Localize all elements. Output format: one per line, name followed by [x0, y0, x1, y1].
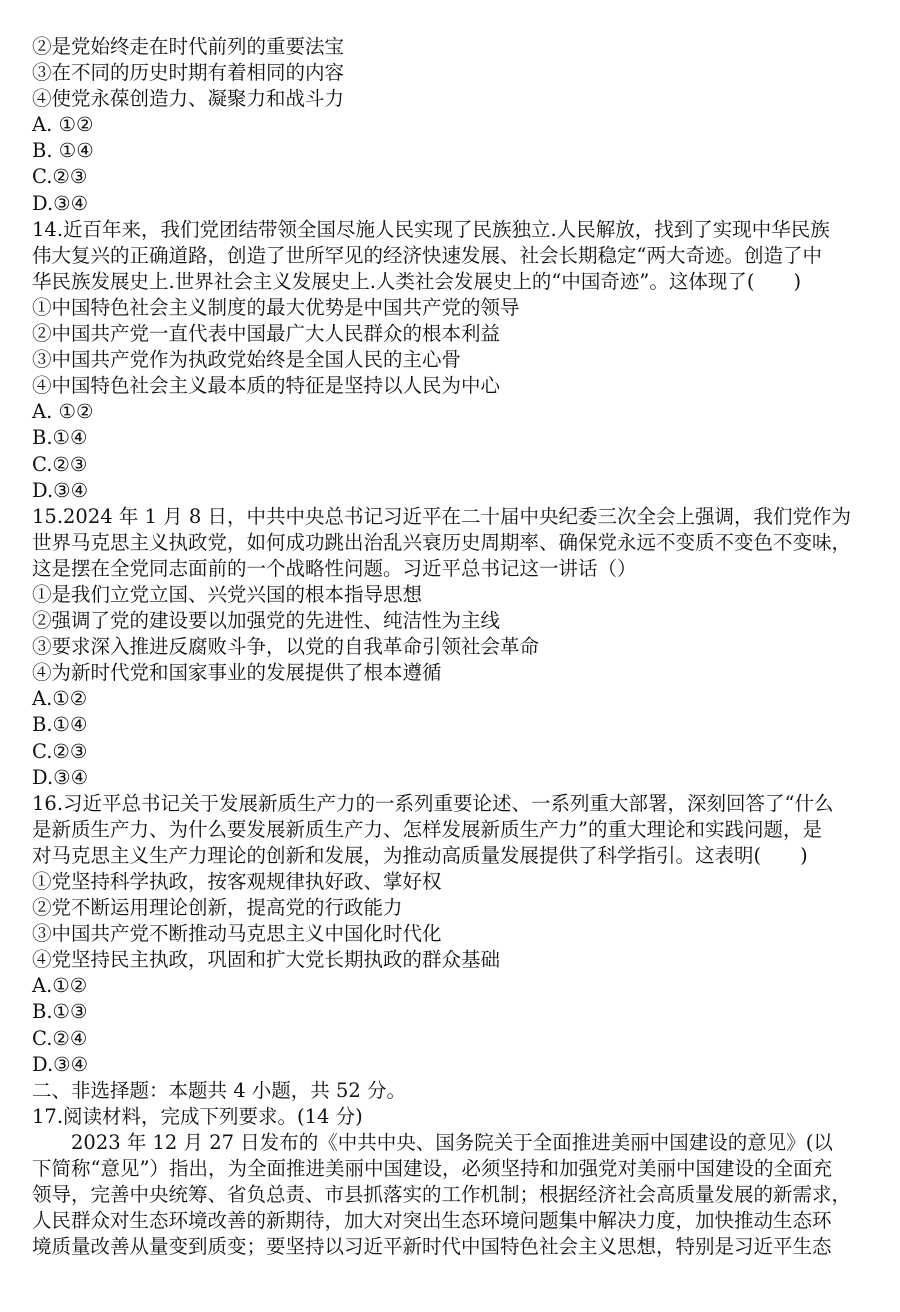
q15-option-b: B.①④ [32, 713, 88, 737]
option-d: D.③④ [32, 191, 89, 215]
q15-line-1: 15.2024 年 1 月 8 日，中共中央总书记习近平在二十届中央纪委三次全会上强调，我们党作为 [32, 504, 851, 528]
q14-option-d: D.③④ [32, 478, 89, 502]
prev-item-3: ③在不同的历史时期有着相同的内容 [32, 61, 345, 85]
q14-option-b: B.①④ [32, 426, 88, 450]
q17-material-line-4: 人民群众对生态环境改善的新期待，加大对突出生态环境问题集中解决力度，加快推动生态环 [32, 1209, 832, 1233]
q15-item-2: ②强调了党的建设要以加强党的先进性、纯洁性为主线 [32, 609, 501, 633]
section-heading-non-choice: 二、非选择题：本题共 4 小题，共 52 分。 [32, 1078, 407, 1102]
q15-line-2: 世界马克思主义执政党，如何成功跳出治乱兴衰历史周期率、确保党永远不变质不变色不变味， [32, 530, 852, 554]
q15-option-a: A.①② [32, 687, 88, 711]
q14-item-4: ④中国特色社会主义最本质的特征是坚持以人民为中心 [32, 374, 501, 398]
q14-line-3: 华民族发展史上.世界社会主义发展史上.人类社会发展史上的“中国奇迹”。这体现了( ) [32, 269, 802, 293]
q16-option-a: A.①② [32, 974, 88, 998]
q16-line-2: 是新质生产力、为什么要发展新质生产力、怎样发展新质生产力”的重大理论和实践问题，是 [32, 817, 822, 841]
q14-option-c: C.②③ [32, 452, 88, 476]
prev-item-2: ②是党始终走在时代前列的重要法宝 [32, 35, 345, 58]
q15-option-d: D.③④ [32, 765, 89, 789]
q15-option-c: C.②③ [32, 739, 88, 763]
option-b: B. ①④ [32, 139, 94, 163]
q16-option-c: C.②④ [32, 1026, 88, 1050]
question-17 [32, 1104, 860, 1261]
q15-line-3: 这是摆在全党同志面前的一个战略性问题。习近平总书记这一讲话（） [32, 556, 637, 580]
q17-prompt: 17.阅读材料，完成下列要求。(14 分) [32, 1104, 363, 1128]
q16-line-3: 对马克思主义生产力理论的创新和发展，为推动高质量发展提供了科学指引。这表明( ) [32, 843, 808, 867]
prev-question-items [32, 34, 860, 112]
q14-item-1: ①中国特色社会主义制度的最大优势是中国共产党的领导 [32, 295, 520, 319]
q17-material-line-5: 境质量改善从量变到质变；要坚持以习近平新时代中国特色社会主义思想，特别是习近平生态 [32, 1235, 832, 1259]
q17-material-line-1: 2023 年 12 月 27 日发布的《中共中央、国务院关于全面推进美丽中国建设的意见》(以 [32, 1130, 833, 1154]
q14-option-a: A. ①② [32, 400, 94, 424]
question-15 [32, 504, 860, 791]
q15-item-1: ①是我们立党立国、兴党兴国的根本指导思想 [32, 582, 423, 606]
q16-option-d: D.③④ [32, 1052, 89, 1076]
prev-question-options [32, 112, 860, 216]
option-a: A. ①② [32, 113, 94, 137]
q14-item-3: ③中国共产党作为执政党始终是全国人民的主心骨 [32, 348, 462, 372]
option-c: C.②③ [32, 165, 88, 189]
q14-line-2: 伟大复兴的正确道路，创造了世所罕见的经济快速发展、社会长期稳定“两大奇迹。创造了中 [32, 243, 822, 267]
q16-item-3: ③中国共产党不断推动马克思主义中国化时代化 [32, 922, 442, 946]
q16-option-b: B.①③ [32, 1000, 88, 1024]
question-16 [32, 791, 860, 1078]
q17-material-line-3: 领导，完善中央统筹、省负总责、市县抓落实的工作机制；根据经济社会高质量发展的新需求， [32, 1183, 852, 1207]
q15-item-3: ③要求深入推进反腐败斗争，以党的自我革命引领社会革命 [32, 635, 540, 659]
prev-item-4: ④使党永葆创造力、凝聚力和战斗力 [32, 87, 345, 111]
q14-item-2: ②中国共产党一直代表中国最广大人民群众的根本利益 [32, 322, 501, 346]
q17-material-line-2: 下简称“意见”）指出，为全面推进美丽中国建设，必须坚持和加强党对美丽中国建设的全面充 [32, 1157, 832, 1181]
q16-line-1: 16.习近平总书记关于发展新质生产力的一系列重要论述、一系列重大部署，深刻回答了“什么 [32, 791, 834, 815]
q15-item-4: ④为新时代党和国家事业的发展提供了根本遵循 [32, 661, 442, 685]
q16-item-2: ②党不断运用理论创新，提高党的行政能力 [32, 896, 403, 920]
q14-line-1: 14.近百年来，我们党团结带领全国尽施人民实现了民族独立.人民解放，找到了实现中华民族 [32, 217, 830, 241]
q16-item-1: ①党坚持科学执政，按客观规律执好政、掌好权 [32, 870, 442, 893]
question-14 [32, 217, 860, 504]
q16-item-4: ④党坚持民主执政，巩固和扩大党长期执政的群众基础 [32, 948, 501, 972]
